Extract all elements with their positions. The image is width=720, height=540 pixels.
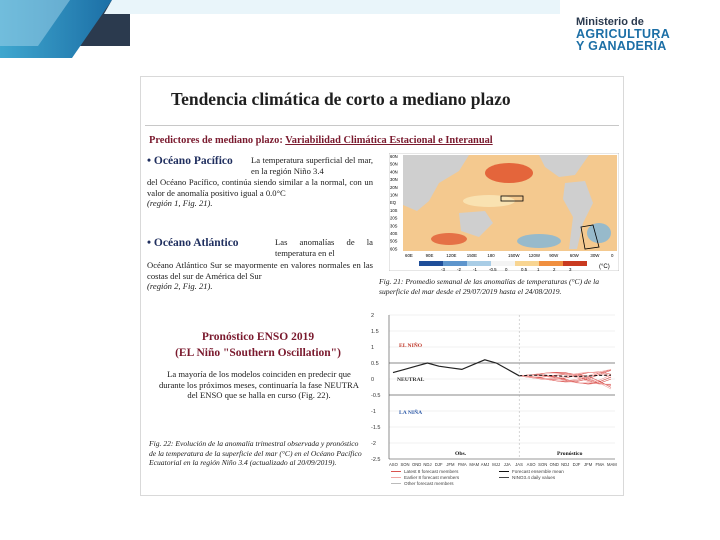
- label-neutral: NEUTRAL: [397, 377, 425, 383]
- legend-label: Latest 8 forecast members: [404, 469, 459, 474]
- sst-anomaly-map: [389, 153, 619, 271]
- y-tick-label: -1.5: [371, 425, 381, 431]
- x-tick-label: OND: [549, 462, 559, 467]
- x-tick-label: SON: [400, 462, 410, 467]
- chart-background: [369, 309, 621, 495]
- lat-label: 50S: [390, 238, 398, 244]
- lat-label: 40N: [390, 169, 398, 175]
- lon-label: 60W: [569, 253, 579, 258]
- x-tick-label: SON: [538, 462, 548, 467]
- lat-label: 60S: [390, 246, 398, 252]
- lon-label: 150E: [466, 253, 478, 258]
- pacific-text-right: La temperatura superficial del mar, en la región Niño 3.4: [251, 155, 373, 176]
- lat-label: 60N: [390, 154, 398, 159]
- lon-label: 180: [487, 253, 495, 258]
- x-tick-label: MAM: [607, 462, 617, 467]
- atlantic-text: Océano Atlántico Sur se mayormente en valores normales en las costas del sur de América del Sur: [147, 260, 373, 281]
- enso-text: La mayoría de los modelos coinciden en predecir que durante los próximos meses, continuaría la fase NEUTRA del ENSO que se halla en curso (Fig. 22).: [159, 369, 359, 401]
- x-tick-label: JFM: [584, 462, 593, 467]
- x-tick-label: AMJ: [480, 462, 490, 467]
- legend-label: Earlier 8 forecast members: [404, 475, 460, 480]
- x-tick-label: JFM: [446, 462, 455, 467]
- label-forecast: Pronóstico: [557, 451, 583, 457]
- lat-label: 10N: [390, 192, 398, 198]
- y-tick-label: -0.5: [371, 393, 381, 399]
- pacific-text: del Océano Pacífico, continúa siendo similar a la normal, con un valor de anomalía positivo igual a 0.0°C: [147, 177, 373, 198]
- lon-label: 120E: [446, 253, 457, 258]
- label-el-nino: EL NIÑO: [399, 343, 423, 349]
- scale-label: -2: [457, 267, 461, 271]
- atlantic-ref: (región 2, Fig. 21).: [147, 281, 213, 291]
- lon-label: 30W: [590, 253, 600, 258]
- label-observed: Obs.: [455, 451, 467, 457]
- slide-content: [140, 76, 624, 496]
- scale-label: 0.5: [521, 267, 528, 271]
- enso-subtitle: (EL Niño "Southern Oscillation"): [175, 347, 341, 359]
- title-divider: [145, 125, 619, 126]
- lat-label: 50N: [390, 161, 398, 167]
- y-tick-label: 0: [371, 377, 375, 383]
- lon-label: 90E: [425, 253, 434, 258]
- lat-label: 20S: [390, 215, 398, 221]
- lat-label: 30S: [390, 223, 398, 229]
- scale-label: 0: [505, 267, 508, 271]
- atlantic-heading: • Océano Atlántico: [147, 237, 239, 249]
- slide-title: Tendencia climática de corto a mediano plazo: [171, 89, 511, 109]
- x-tick-label: NDJ: [561, 462, 570, 467]
- enso-title: Pronóstico ENSO 2019: [201, 331, 315, 343]
- y-tick-label: -2: [371, 441, 376, 447]
- logo-line-1: Ministerio de: [576, 16, 644, 28]
- x-tick-label: FMA: [457, 462, 467, 467]
- logo-line-3: Y GANADERÍA: [576, 39, 667, 53]
- lat-label: 10S: [390, 207, 398, 213]
- y-tick-label: 2: [371, 313, 375, 319]
- logo-line-2: AGRICULTURA: [576, 27, 671, 41]
- page-header: [0, 0, 720, 60]
- x-tick-label: ASO: [389, 462, 398, 467]
- legend-label: Forecast ensemble mean: [512, 469, 564, 474]
- scale-label: 1: [537, 267, 540, 271]
- x-tick-label: MAM: [469, 462, 480, 467]
- x-tick-label: JAS: [515, 462, 523, 467]
- label-la-nina: LA NIÑA: [399, 410, 423, 417]
- predictors-heading: [149, 135, 493, 146]
- lon-label: 120W: [528, 253, 541, 258]
- y-tick-label: -1: [371, 409, 376, 415]
- x-tick-label: OND: [411, 462, 422, 467]
- lon-label: 150W: [508, 253, 520, 258]
- predictors-prefix: Predictores de mediano plazo:: [149, 135, 286, 146]
- x-tick-label: JJA: [503, 462, 511, 467]
- scale-label: 2: [553, 267, 556, 271]
- scale-unit: (°C): [599, 264, 610, 270]
- scale-label: -3: [441, 267, 445, 271]
- lat-label: 20N: [390, 184, 398, 190]
- scale-label: 3: [569, 267, 572, 271]
- x-tick-label: DJF: [434, 462, 443, 467]
- y-tick-label: -2.5: [371, 457, 381, 463]
- lon-label: 0: [611, 253, 614, 258]
- predictors-underlined: Variabilidad Climática Estacional e Interanual: [285, 135, 493, 146]
- lat-label: 30N: [390, 177, 398, 183]
- scale-label: -0.5: [489, 267, 497, 271]
- pacific-ref: (región 1, Fig. 21).: [147, 198, 213, 208]
- y-tick-label: 0.5: [371, 361, 379, 367]
- atlantic-text-right: Las anomalías de la temperatura en el: [275, 237, 373, 258]
- lat-label: EQ: [390, 200, 397, 206]
- x-tick-label: FMA: [595, 462, 605, 467]
- x-tick-label: ASO: [526, 462, 536, 467]
- legend-label: NINO3.4 daily values: [512, 475, 556, 480]
- lon-label: 60E: [405, 253, 413, 258]
- enso-plume-chart: [369, 309, 621, 495]
- x-tick-label: DJF: [572, 462, 581, 467]
- fig22-caption: Fig. 22: Evolución de la anomalía trimestral observada y pronóstico de la temperatura de la superficie del mar (°C) en el Océano Pacífico Ecuatorial en la región Niño 3.4 (actualizado al 20/09/2019).: [149, 439, 362, 468]
- y-tick-label: 1.5: [371, 329, 379, 335]
- pacific-heading: • Océano Pacífico: [147, 155, 233, 167]
- lat-label: 40S: [390, 231, 398, 236]
- scale-label: -1: [473, 267, 477, 271]
- lon-label: 90W: [549, 253, 559, 258]
- color-scale: [419, 261, 587, 266]
- fig21-caption: Fig. 21: Promedio semanal de las anomalías de temperaturas (°C) de la superficie del mar desde el 29/07/2019 hasta el 24/08/2019.: [379, 277, 599, 296]
- x-tick-label: NDJ: [423, 462, 432, 467]
- y-tick-label: 1: [371, 345, 375, 351]
- legend-label: Other forecast members: [404, 481, 454, 486]
- x-tick-label: MJJ: [492, 462, 500, 467]
